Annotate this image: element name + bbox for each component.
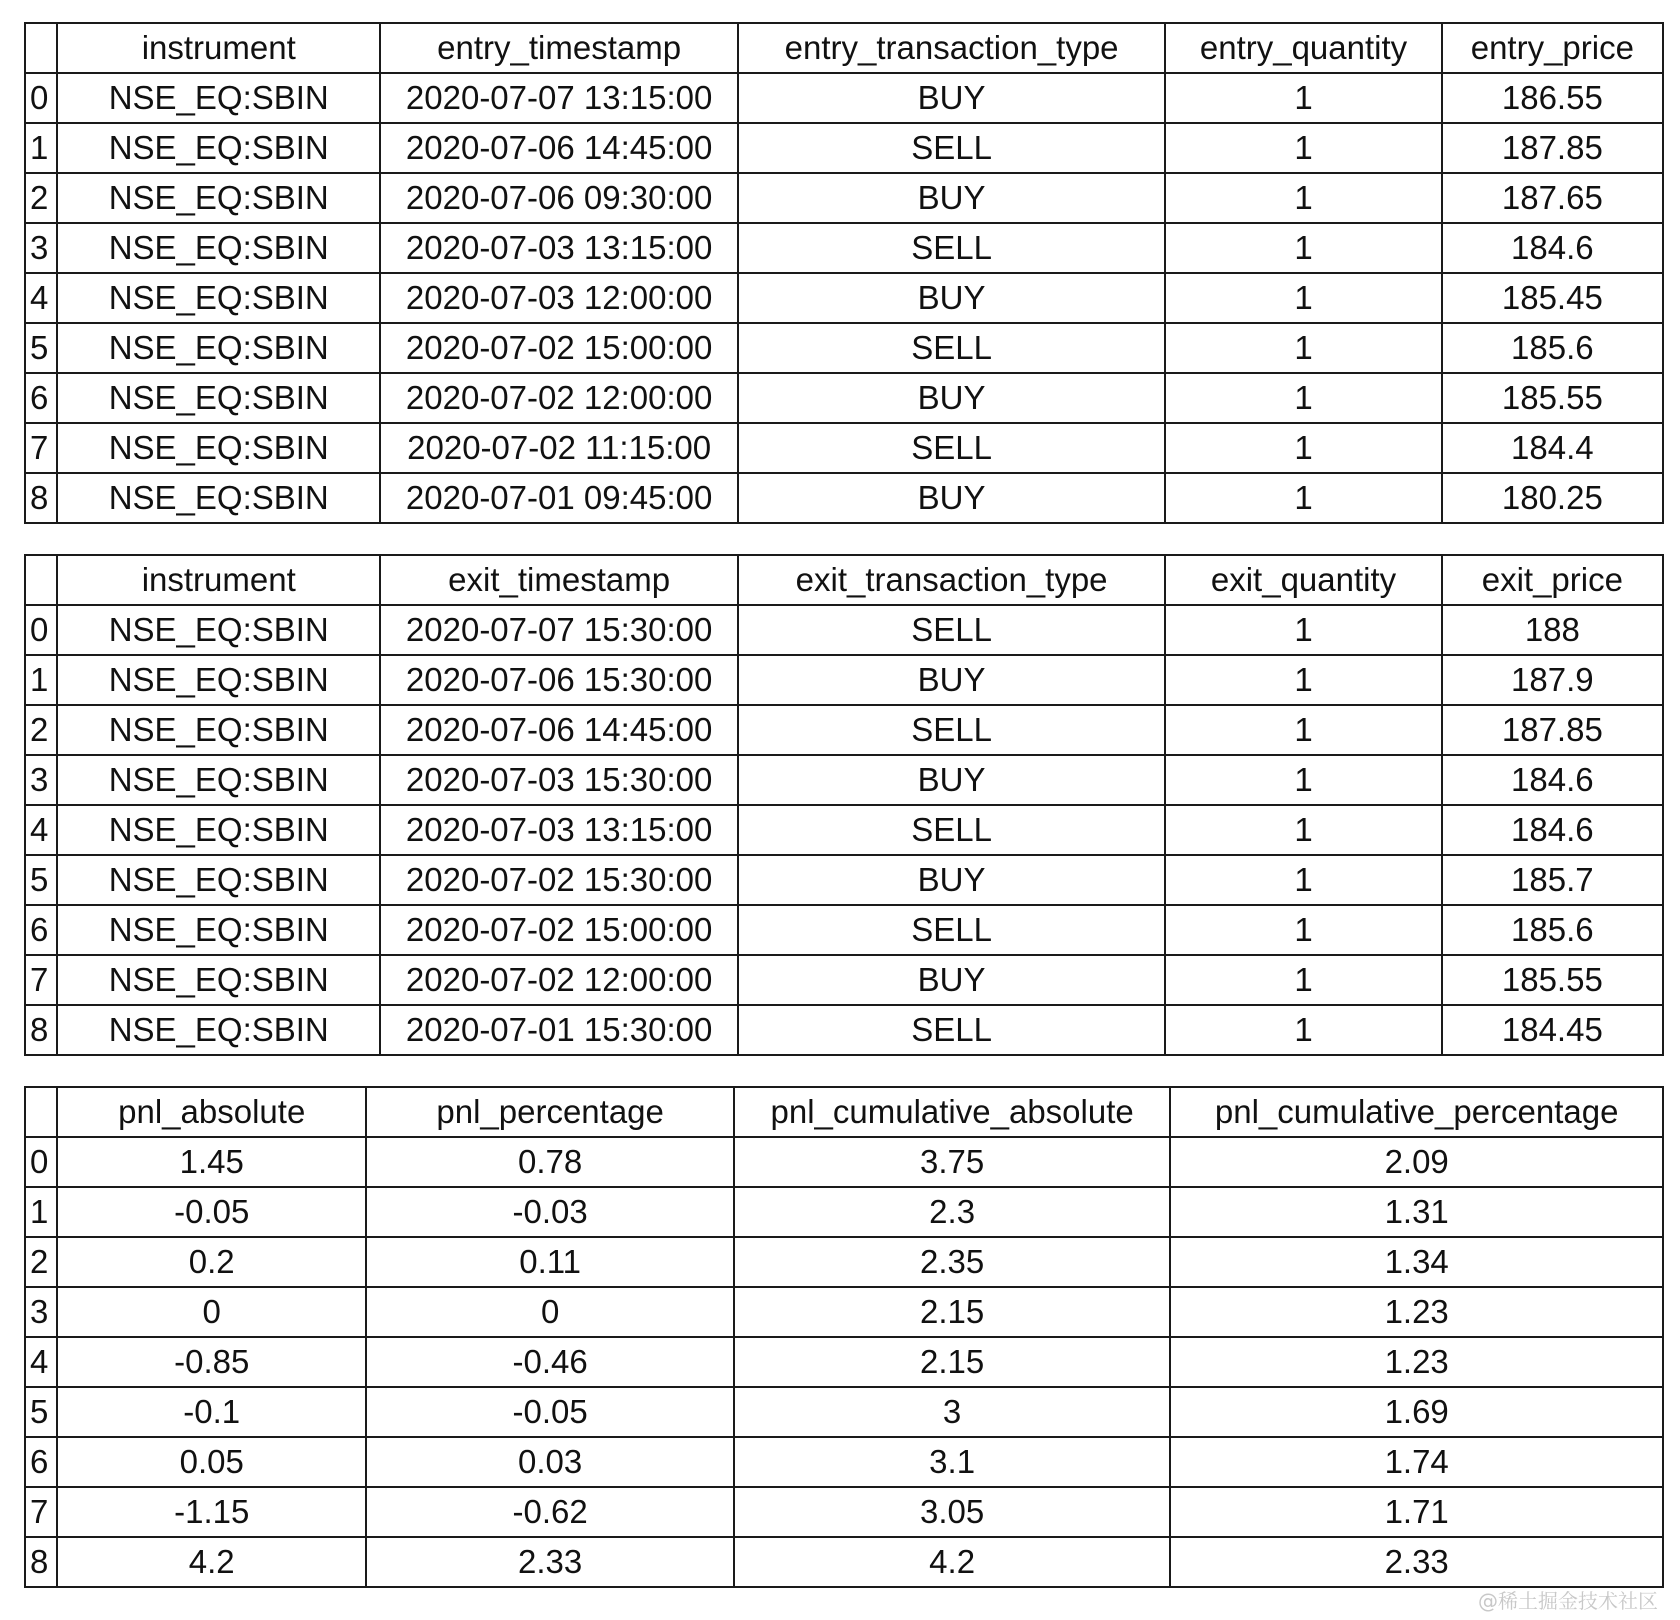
table-cell: 185.7 [1442,855,1663,905]
table-row [25,73,1663,123]
table-cell: 1.31 [1170,1187,1663,1237]
table-cell: 1 [1165,273,1441,323]
table-cell: 2020-07-02 15:00:00 [380,323,737,373]
table-cell: NSE_EQ:SBIN [57,223,380,273]
table-cell: 1 [1165,323,1441,373]
table-cell: 4.2 [734,1537,1171,1587]
table-cell: 1 [1165,655,1441,705]
row-index: 3 [25,223,57,273]
table-cell: 1.71 [1170,1487,1663,1537]
table-row [25,705,1663,755]
table-cell: 187.65 [1442,173,1663,223]
table-cell: BUY [738,273,1166,323]
table-cell: 2020-07-02 11:15:00 [380,423,737,473]
table-cell: 1 [1165,373,1441,423]
row-index: 1 [25,655,57,705]
table-cell: -0.05 [366,1387,733,1437]
table-cell: 1.23 [1170,1337,1663,1387]
table-cell: 2.35 [734,1237,1171,1287]
table-cell: NSE_EQ:SBIN [57,423,380,473]
table-row [25,323,1663,373]
table-cell: NSE_EQ:SBIN [57,473,380,523]
table-cell: 185.6 [1442,905,1663,955]
table-row [25,605,1663,655]
column-header-entry-transaction-type: entry_transaction_type [738,23,1166,73]
table-cell: 1 [1165,755,1441,805]
table-cell: 1 [1165,955,1441,1005]
table-cell: 2020-07-01 09:45:00 [380,473,737,523]
row-index: 7 [25,1487,57,1537]
row-index: 8 [25,473,57,523]
table-cell: 1.69 [1170,1387,1663,1437]
table-cell: 2020-07-01 15:30:00 [380,1005,737,1055]
table-cell: 2020-07-03 15:30:00 [380,755,737,805]
table-cell: 2020-07-07 15:30:00 [380,605,737,655]
row-index: 6 [25,905,57,955]
table-row [25,655,1663,705]
table-cell: BUY [738,73,1166,123]
exit-table [24,554,1664,1056]
table-cell: NSE_EQ:SBIN [57,323,380,373]
table-row [25,1487,1663,1537]
pnl-table [24,1086,1664,1588]
table-cell: 188 [1442,605,1663,655]
table-cell: 1 [1165,173,1441,223]
table-cell: 184.4 [1442,423,1663,473]
table-cell: 184.6 [1442,223,1663,273]
column-header-instrument: instrument [57,555,380,605]
table-row [25,1387,1663,1437]
table-cell: -0.85 [57,1337,366,1387]
table-cell: 184.45 [1442,1005,1663,1055]
column-header-pnl-cumulative-absolute: pnl_cumulative_absolute [734,1087,1171,1137]
table-row [25,223,1663,273]
table-cell: SELL [738,323,1166,373]
table-row [25,1005,1663,1055]
column-header-pnl-absolute: pnl_absolute [57,1087,366,1137]
table-cell: SELL [738,805,1166,855]
table-row [25,373,1663,423]
table-cell: 0.11 [366,1237,733,1287]
row-index: 7 [25,423,57,473]
table-row [25,1437,1663,1487]
table-cell: 2.33 [366,1537,733,1587]
row-index: 4 [25,1337,57,1387]
table-row [25,1337,1663,1387]
row-index: 2 [25,1237,57,1287]
table-cell: -0.46 [366,1337,733,1387]
table-cell: 4.2 [57,1537,366,1587]
row-index: 8 [25,1005,57,1055]
table-cell: 1 [1165,705,1441,755]
table-cell: 2020-07-03 12:00:00 [380,273,737,323]
column-header-entry-timestamp: entry_timestamp [380,23,737,73]
table-cell: 2020-07-03 13:15:00 [380,805,737,855]
row-index: 5 [25,855,57,905]
index-header [25,23,57,73]
table-cell: NSE_EQ:SBIN [57,905,380,955]
row-index: 4 [25,273,57,323]
column-header-pnl-cumulative-percentage: pnl_cumulative_percentage [1170,1087,1663,1137]
table-row [25,1537,1663,1587]
table-cell: 187.85 [1442,705,1663,755]
table-cell: 1.34 [1170,1237,1663,1287]
row-index: 5 [25,1387,57,1437]
row-index: 1 [25,123,57,173]
table-cell: NSE_EQ:SBIN [57,855,380,905]
table-row [25,423,1663,473]
table-cell: 2.09 [1170,1137,1663,1187]
table-cell: 0.78 [366,1137,733,1187]
table-cell: 3.75 [734,1137,1171,1187]
table-cell: 3 [734,1387,1171,1437]
table-cell: NSE_EQ:SBIN [57,173,380,223]
column-header-exit-timestamp: exit_timestamp [380,555,737,605]
table-cell: 185.55 [1442,955,1663,1005]
column-header-exit-price: exit_price [1442,555,1663,605]
table-cell: BUY [738,755,1166,805]
table-row [25,955,1663,1005]
table-row [25,473,1663,523]
column-header-pnl-percentage: pnl_percentage [366,1087,733,1137]
table-cell: NSE_EQ:SBIN [57,373,380,423]
table-cell: -0.03 [366,1187,733,1237]
row-index: 0 [25,73,57,123]
table-cell: 2020-07-02 12:00:00 [380,955,737,1005]
table-cell: 1 [1165,905,1441,955]
row-index: 8 [25,1537,57,1587]
column-header-exit-quantity: exit_quantity [1165,555,1441,605]
table-row [25,123,1663,173]
row-index: 7 [25,955,57,1005]
table-cell: 3.05 [734,1487,1171,1537]
table-cell: 2.3 [734,1187,1171,1237]
table-cell: SELL [738,423,1166,473]
table-cell: NSE_EQ:SBIN [57,123,380,173]
table-cell: SELL [738,223,1166,273]
table-cell: NSE_EQ:SBIN [57,73,380,123]
entry-table [24,22,1664,524]
table-cell: 1.23 [1170,1287,1663,1337]
row-index: 1 [25,1187,57,1237]
table-cell: 2020-07-02 12:00:00 [380,373,737,423]
table-cell: NSE_EQ:SBIN [57,655,380,705]
table-cell: 1.74 [1170,1437,1663,1487]
row-index: 0 [25,605,57,655]
table-row [25,273,1663,323]
table-row [25,173,1663,223]
table-cell: 2020-07-03 13:15:00 [380,223,737,273]
table-cell: NSE_EQ:SBIN [57,955,380,1005]
table-cell: 185.6 [1442,323,1663,373]
table-cell: 1 [1165,1005,1441,1055]
table-cell: 0 [57,1287,366,1337]
table-cell: -0.05 [57,1187,366,1237]
table-cell: BUY [738,655,1166,705]
table-row [25,1287,1663,1337]
table-cell: 2020-07-07 13:15:00 [380,73,737,123]
table-cell: 2020-07-06 14:45:00 [380,123,737,173]
row-index: 5 [25,323,57,373]
table-cell: 0.05 [57,1437,366,1487]
table-cell: 180.25 [1442,473,1663,523]
table-cell: 2020-07-06 14:45:00 [380,705,737,755]
table-cell: 2020-07-02 15:30:00 [380,855,737,905]
table-cell: SELL [738,123,1166,173]
watermark: @稀土掘金技术社区 [1478,1589,1658,1613]
row-index: 3 [25,1287,57,1337]
table-row [25,1137,1663,1187]
row-index: 2 [25,705,57,755]
table-cell: 2020-07-02 15:00:00 [380,905,737,955]
table-cell: 1 [1165,805,1441,855]
table-cell: SELL [738,1005,1166,1055]
index-header [25,555,57,605]
row-index: 3 [25,755,57,805]
table-cell: NSE_EQ:SBIN [57,755,380,805]
row-index: 0 [25,1137,57,1187]
table-cell: BUY [738,955,1166,1005]
column-header-entry-quantity: entry_quantity [1165,23,1441,73]
index-header [25,1087,57,1137]
table-cell: 0.2 [57,1237,366,1287]
table-row [25,805,1663,855]
table-row [25,755,1663,805]
table-cell: 187.85 [1442,123,1663,173]
table-cell: BUY [738,173,1166,223]
table-cell: 2.33 [1170,1537,1663,1587]
column-header-exit-transaction-type: exit_transaction_type [738,555,1166,605]
table-cell: -0.1 [57,1387,366,1437]
table-row [25,855,1663,905]
table-cell: NSE_EQ:SBIN [57,1005,380,1055]
table-cell: 185.55 [1442,373,1663,423]
table-header-row [25,1087,1663,1137]
table-cell: 184.6 [1442,805,1663,855]
row-index: 4 [25,805,57,855]
table-cell: 186.55 [1442,73,1663,123]
table-cell: 187.9 [1442,655,1663,705]
row-index: 6 [25,1437,57,1487]
table-cell: 1.45 [57,1137,366,1187]
table-cell: 1 [1165,605,1441,655]
table-cell: SELL [738,605,1166,655]
table-row [25,1187,1663,1237]
table-cell: 1 [1165,855,1441,905]
table-cell: 3.1 [734,1437,1171,1487]
table-cell: -0.62 [366,1487,733,1537]
table-cell: 1 [1165,473,1441,523]
table-cell: 2020-07-06 09:30:00 [380,173,737,223]
table-cell: BUY [738,855,1166,905]
table-cell: NSE_EQ:SBIN [57,705,380,755]
table-cell: SELL [738,705,1166,755]
table-cell: BUY [738,473,1166,523]
column-header-instrument: instrument [57,23,380,73]
row-index: 6 [25,373,57,423]
table-cell: NSE_EQ:SBIN [57,805,380,855]
table-cell: 1 [1165,223,1441,273]
table-cell: 1 [1165,73,1441,123]
table-cell: 2.15 [734,1337,1171,1387]
table-cell: NSE_EQ:SBIN [57,273,380,323]
table-cell: 1 [1165,123,1441,173]
table-cell: 184.6 [1442,755,1663,805]
table-cell: SELL [738,905,1166,955]
table-cell: BUY [738,373,1166,423]
table-row [25,1237,1663,1287]
column-header-entry-price: entry_price [1442,23,1663,73]
table-header-row [25,555,1663,605]
table-cell: 1 [1165,423,1441,473]
table-cell: 0.03 [366,1437,733,1487]
table-cell: NSE_EQ:SBIN [57,605,380,655]
table-cell: 2.15 [734,1287,1171,1337]
row-index: 2 [25,173,57,223]
table-row [25,905,1663,955]
table-cell: -1.15 [57,1487,366,1537]
table-cell: 185.45 [1442,273,1663,323]
table-cell: 0 [366,1287,733,1337]
table-cell: 2020-07-06 15:30:00 [380,655,737,705]
table-header-row [25,23,1663,73]
